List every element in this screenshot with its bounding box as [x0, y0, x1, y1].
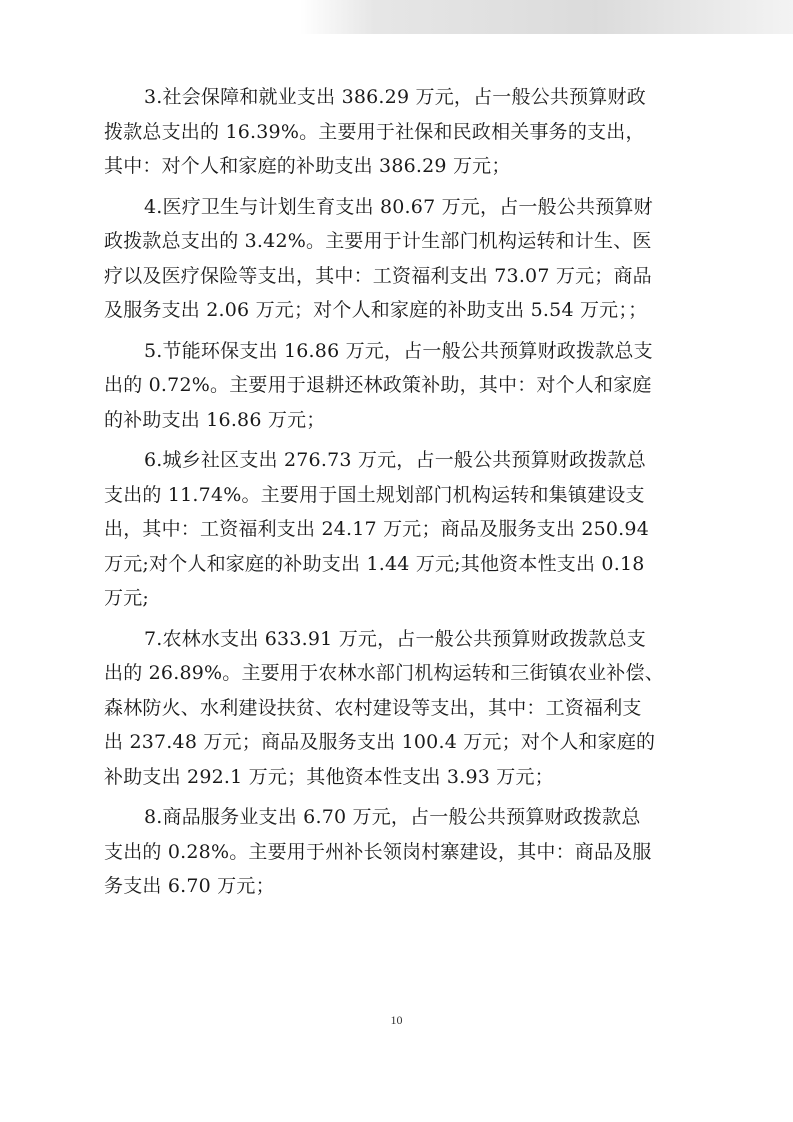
text-line: 6.城乡社区支出 276.73 万元，占一般公共预算财政拨款总 [144, 449, 646, 471]
text-line: 及服务支出 2.06 万元；对个人和家庭的补助支出 5.54 万元；； [104, 299, 648, 321]
text-line: 7.农林水支出 633.91 万元，占一般公共预算财政拨款总支 [144, 627, 646, 650]
page-number: 10 [390, 1013, 403, 1027]
text-line: 万元; [104, 587, 150, 609]
text-line: 补助支出 292.1 万元；其他资本性支出 3.93 万元； [104, 765, 554, 788]
paragraph-environment [104, 334, 674, 438]
text-line: 其中：对个人和家庭的补助支出 386.29 万元； [104, 155, 511, 177]
scan-shadow-band [300, 0, 793, 34]
text-line: 支出的 11.74%。主要用于国土规划部门机构运转和集镇建设支 [104, 483, 645, 506]
document-body [104, 80, 674, 910]
text-line: 5.节能环保支出 16.86 万元，占一般公共预算财政拨款总支 [144, 339, 653, 362]
text-line: 出的 26.89%。主要用于农林水部门机构运转和三街镇农业补偿、 [104, 662, 664, 684]
paragraph-agriculture [104, 622, 674, 795]
text-line: 森林防火、水利建设扶贫、农村建设等支出，其中：工资福利支 [104, 696, 642, 719]
text-line: 3.社会保障和就业支出 386.29 万元，占一般公共预算财政 [144, 86, 646, 108]
text-line: 出 237.48 万元；商品及服务支出 100.4 万元；对个人和家庭的 [104, 731, 656, 753]
paragraph-health [104, 190, 674, 328]
text-line: 出，其中：工资福利支出 24.17 万元；商品及服务支出 250.94 [104, 518, 649, 540]
text-line: 的补助支出 16.86 万元； [104, 408, 326, 431]
text-line: 4.医疗卫生与计划生育支出 80.67 万元，占一般公共预算财 [144, 195, 653, 218]
text-line: 支出的 0.28%。主要用于州补长领岗村寨建设，其中：商品及服 [104, 840, 652, 863]
text-line: 拨款总支出的 16.39%。主要用于社保和民政相关事务的支出， [104, 120, 645, 143]
text-line: 务支出 6.70 万元； [104, 875, 275, 897]
text-line: 疗以及医疗保险等支出，其中：工资福利支出 73.07 万元；商品 [104, 264, 652, 287]
text-line: 万元;对个人和家庭的补助支出 1.44 万元;其他资本性支出 0.18 [104, 552, 645, 575]
text-line: 8.商品服务业支出 6.70 万元，占一般公共预算财政拨款总 [144, 806, 641, 828]
text-line: 出的 0.72%。主要用于退耕还林政策补助，其中：对个人和家庭 [104, 374, 652, 396]
text-line: 政拨款总支出的 3.42%。主要用于计生部门机构运转和计生、医 [104, 230, 652, 252]
paragraph-commerce [104, 800, 674, 904]
paragraph-social-security [104, 80, 674, 184]
paragraph-urban-rural [104, 443, 674, 616]
